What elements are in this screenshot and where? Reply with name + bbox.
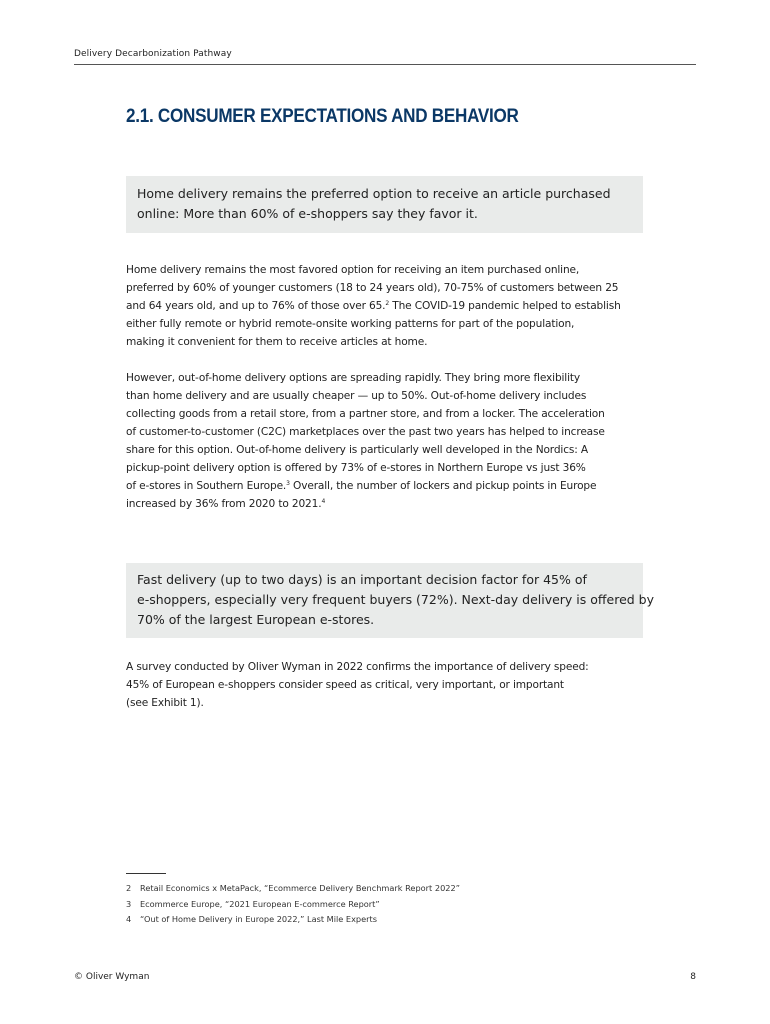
text-run: The COVID-19 pandemic helped to establish [389, 300, 621, 312]
text-run: of e-stores in Southern Europe. [126, 480, 287, 492]
footnote-item [126, 881, 460, 897]
paragraph-line: share for this option. Out-of-home delivery is particularly well developed in the Nordics: A [126, 444, 588, 456]
footer-copyright: © Oliver Wyman [74, 972, 150, 982]
paragraph-line: A survey conducted by Oliver Wyman in 2022 confirms the importance of delivery speed: [126, 661, 589, 673]
paragraph-out-of-home [126, 369, 646, 513]
paragraph-survey [126, 658, 646, 712]
footnote-number: 3 [126, 898, 132, 909]
paragraph-line: pickup-point delivery option is offered by 73% of e-stores in Northern Europe vs just 36% [126, 462, 586, 474]
callout-box-fast-delivery [126, 563, 655, 638]
callout-line: online: More than 60% of e-shoppers say they favor it. [137, 206, 478, 221]
footnote-item [126, 897, 460, 913]
footnote-ref-3: 3 [286, 480, 290, 487]
callout-line: 70% of the largest European e-stores. [137, 612, 375, 627]
text-run: and 64 years old, and up to 76% of those over 65. [126, 300, 386, 312]
page-number: 8 [690, 972, 696, 982]
callout-line: Fast delivery (up to two days) is an important decision factor for 45% of [137, 572, 587, 587]
paragraph-home-delivery [126, 261, 646, 351]
footnote-number: 4 [126, 914, 132, 924]
footnote-divider [126, 873, 166, 874]
paragraph-line: either fully remote or hybrid remote-onsite working patterns for part of the population, [126, 318, 575, 330]
section-heading: 2.1. CONSUMER EXPECTATIONS AND BEHAVIOR [126, 106, 519, 127]
paragraph-line: 45% of European e-shoppers consider speed as critical, very important, or important [126, 679, 564, 691]
footnote-text: Retail Economics x MetaPack, “Ecommerce Delivery Benchmark Report 2022” [140, 883, 460, 893]
paragraph-line [126, 495, 646, 513]
paragraph-line: preferred by 60% of younger customers (18 to 24 years old), 70-75% of customers between 25 [126, 282, 619, 294]
footnote-number: 2 [126, 883, 132, 893]
paragraph-line: making it convenient for them to receive articles at home. [126, 336, 428, 348]
paragraph-line [126, 477, 646, 495]
footnote-ref-2: 2 [385, 300, 390, 307]
header-divider [74, 64, 696, 65]
paragraph-line: of customer-to-customer (C2C) marketplaces over the past two years has helped to increase [126, 426, 605, 438]
footnote-text: Ecommerce Europe, “2021 European E-commerce Report” [140, 898, 380, 909]
text-run: Overall, the number of lockers and pickup points in Europe [289, 480, 597, 492]
paragraph-line: (see Exhibit 1). [126, 697, 204, 709]
paragraph-line: collecting goods from a retail store, from a partner store, and from a locker. The acceleration [126, 408, 605, 420]
callout-line: e-shoppers, especially very frequent buyers (72%). Next-day delivery is offered by [137, 592, 655, 607]
footnote-ref-4: 4 [321, 498, 326, 505]
footnotes [126, 881, 460, 928]
callout-box-home-delivery [126, 176, 643, 233]
text-run: increased by 36% from 2020 to 2021. [126, 498, 322, 510]
paragraph-line: Home delivery remains the most favored option for receiving an item purchased online, [126, 264, 580, 276]
footnote-item [126, 912, 460, 928]
paragraph-line: However, out-of-home delivery options are spreading rapidly. They bring more flexibility [126, 372, 581, 384]
paragraph-line [126, 297, 646, 315]
callout-line: Home delivery remains the preferred option to receive an article purchased [137, 186, 611, 201]
footnote-text: “Out of Home Delivery in Europe 2022,” Last Mile Experts [140, 914, 378, 924]
paragraph-line: than home delivery and are usually cheaper — up to 50%. Out-of-home delivery includes [126, 390, 587, 402]
running-header-title: Delivery Decarbonization Pathway [74, 49, 232, 59]
